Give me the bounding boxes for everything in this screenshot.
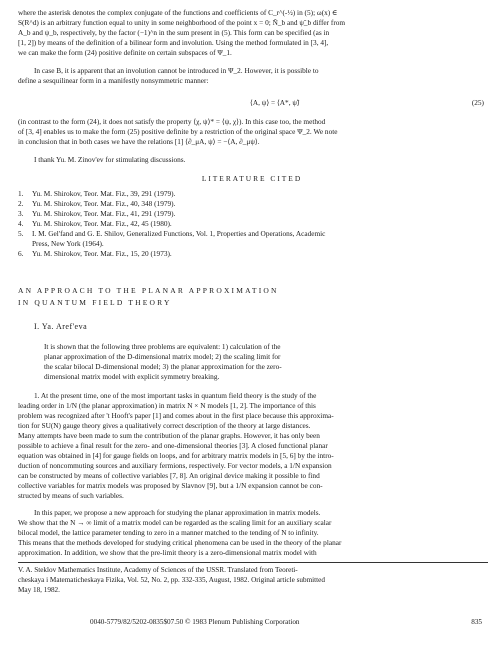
article-title: IN QUANTUM FIELD THEORY — [18, 298, 172, 307]
reference-text: Yu. M. Shirokov, Teor. Mat. Fiz., 39, 291 (1979). — [32, 189, 176, 198]
text-line: define a sesquilinear form in a manifestly nonsymmetric manner: — [18, 76, 209, 85]
reference-number: 1. — [18, 189, 24, 198]
abstract-line: planar approximation of the D-dimensional matrix model; 2) the scaling limit for — [44, 352, 281, 361]
text-line: tion for SU(N) gauge theory gives a qualitatively correct description of the theory at large distances. — [18, 421, 311, 430]
publication-code: 0040-5779/82/5202-0835$07.50 © 1983 Plenum Publishing Corporation — [90, 618, 300, 626]
text-line: 1. At the present time, one of the most important tasks in quantum field theory is the study of the — [34, 391, 317, 400]
text-line: Many attempts have been made to sum the contribution of the planar graphs. However, it has only been — [18, 431, 320, 440]
text-line: problem was recognized after 't Hooft's paper [1] and comes about in the first place because this approxima- — [18, 411, 334, 420]
text-line: in conclusion that in both cases we have the relations [1] ⟨∂_μA, ψ⟩ = −⟨A, ∂_μψ⟩. — [18, 137, 260, 146]
equation-number: (25) — [471, 98, 484, 107]
text-line: bilocal model, the lattice parameter tending to zero in a manner matched to the tending of N to infinity. — [18, 528, 319, 537]
author-name: I. Ya. Aref'eva — [34, 322, 88, 331]
reference-text: Yu. M. Shirokov, Teor. Mat. Fiz., 40, 348 (1979). — [32, 199, 176, 208]
abstract-line: the scalar bilocal D-dimensional model; 3) the planar approximation for the zero- — [44, 362, 282, 371]
text-line: S(R^d) is an arbitrary function equal to unity in some neighborhood of the point x = 0; Ñ_b and ψ̃_b differ from — [18, 18, 346, 27]
text-line: of [3, 4] enables us to make the form (25) positive definite by a restriction of the original space Ψ_2. We note — [18, 127, 338, 136]
footnote-line: May 18, 1982. — [18, 586, 60, 594]
reference-number: 5. — [18, 229, 24, 238]
reference-number: 3. — [18, 209, 24, 218]
page-number: 835 — [471, 618, 482, 626]
acknowledgment: I thank Yu. M. Zinov'ev for stimulating discussions. — [34, 155, 186, 164]
text-line: possible to achieve a final result for the zero- and one-dimensional theories [3]. A closed functional planar — [18, 441, 328, 450]
text-line: duction of noncommuting sources and auxiliary fermions, respectively. For vector models, a 1/N expansion — [18, 461, 332, 470]
text-line: [1, 2]) by means of the definition of a bilinear form and involution. Using the method formulated in [3, 4], — [18, 38, 329, 47]
footnote-rule — [18, 562, 488, 563]
footnote-line: V. A. Steklov Mathematics Institute, Academy of Sciences of the USSR. Translated from Teoreti- — [18, 566, 298, 574]
footnote-line: cheskaya i Matematicheskaya Fizika, Vol. 52, No. 2, pp. 332-335, August, 1982. Original article submitted — [18, 576, 325, 584]
reference-number: 2. — [18, 199, 24, 208]
text-line: equation was obtained in [4] for gauge fields on loops, and for arbitrary matrix models in [5, 6] by the intro- — [18, 451, 334, 460]
reference-text: Yu. M. Shirokov, Teor. Mat. Fiz., 42, 45 (1980). — [32, 219, 172, 228]
abstract-line: It is shown that the following three problems are equivalent: 1) calculation of the — [44, 342, 281, 351]
text-line: can be constructed by means of collective variables [7, 8]. An original device making it possible to find — [18, 471, 320, 480]
text-line: In case B, it is apparent that an involution cannot be introduced in Ψ_2. However, it is possible to — [34, 66, 319, 75]
literature-heading: LITERATURE CITED — [201, 174, 303, 183]
reference-continuation: Press, New York (1964). — [32, 239, 104, 248]
article-title: AN APPROACH TO THE PLANAR APPROXIMATION — [18, 286, 279, 295]
text-line: collective variables for matrix models was proposed by Slavnov [9], but a 1/N expansion cannot be con- — [18, 481, 323, 490]
reference-text: Yu. M. Shirokov, Teor. Mat. Fiz., 15, 20 (1973). — [32, 249, 172, 258]
reference-text: Yu. M. Shirokov, Teor. Mat. Fiz., 41, 291 (1979). — [32, 209, 176, 218]
text-line: (in contrast to the form (24), it does not satisfy the property ⟨χ, ψ⟩* = ⟨ψ, χ⟩). In this case too, the method — [18, 117, 326, 126]
reference-number: 4. — [18, 219, 24, 228]
equation-expression: ⟨A, ψ⟩ = ⟨A*, ψ̃⟩ — [250, 98, 300, 107]
text-line: This means that the methods developed for studying critical phenomena can be used in the theory of the planar — [18, 538, 342, 547]
reference-text: I. M. Gel'fand and G. E. Shilov, Generalized Functions, Vol. 1, Properties and Operations, Academic — [32, 229, 326, 238]
reference-number: 6. — [18, 249, 24, 258]
abstract-line: dimensional matrix model with explicit symmetry breaking. — [44, 372, 220, 381]
text-line: approximation. In addition, we show that the pre-limit theory is a zero-dimensional matrix model with — [18, 548, 317, 557]
text-line: structed by means of such variables. — [18, 491, 124, 500]
text-line: we can make the form (24) positive definite on certain subspaces of Ψ_1. — [18, 48, 232, 57]
text-line: leading order in 1/N (the planar approximation) in matrix N × N models [1, 2]. The importance of this — [18, 401, 316, 410]
text-line: In this paper, we propose a new approach for studying the planar approximation in matrix models. — [34, 508, 321, 517]
text-line: We show that the N → ∞ limit of a matrix model can be regarded as the scaling limit for an auxiliary scalar — [18, 518, 332, 527]
text-line: A_b and ψ_b, respectively, by the factor (−1)^n in the sum present in (5). This form can be specified (as in — [18, 28, 330, 37]
text-line: where the asterisk denotes the complex conjugate of the functions and coefficients of C_r^(-½) in (5); ω(x) ∈ — [18, 8, 338, 17]
